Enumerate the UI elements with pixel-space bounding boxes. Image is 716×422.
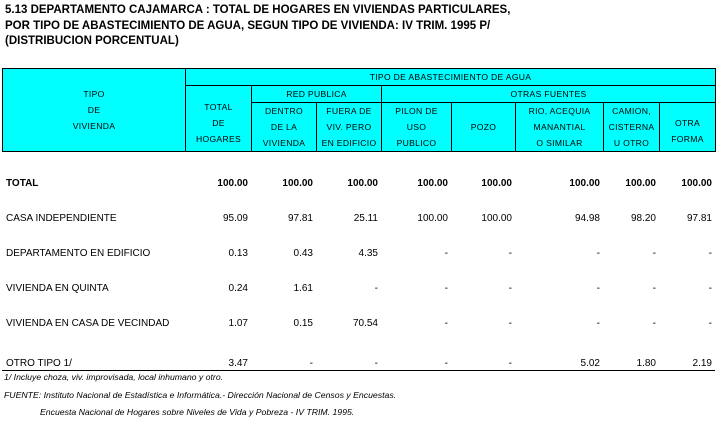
cell-otra-forma: - bbox=[708, 318, 712, 329]
row-label: VIVIENDA EN QUINTA bbox=[6, 283, 109, 294]
cell-pilon: - bbox=[444, 248, 448, 259]
cell-camion: - bbox=[652, 318, 656, 329]
cell-pilon: 100.00 bbox=[417, 178, 448, 189]
cell-camion: - bbox=[652, 283, 656, 294]
row-label: VIVIENDA EN CASA DE VECINDAD bbox=[6, 318, 170, 329]
cell-otra-forma: - bbox=[708, 248, 712, 259]
cell-pilon: - bbox=[444, 318, 448, 329]
cell-otra-forma: 100.00 bbox=[681, 178, 712, 189]
title-line-2: POR TIPO DE ABASTECIMIENTO DE AGUA, SEGUN TIPO DE VIVIENDA: IV TRIM. 1995 P/ bbox=[5, 19, 491, 32]
footnote-1: 1/ Incluye choza, viv. improvisada, local inhumano y otro. bbox=[4, 372, 224, 382]
row-label: TOTAL bbox=[6, 178, 39, 189]
cell-dentro-vivienda: 0.15 bbox=[293, 318, 313, 329]
cell-pozo: 100.00 bbox=[481, 213, 512, 224]
cell-total-hogares: 100.00 bbox=[217, 178, 248, 189]
cell-pozo: - bbox=[508, 318, 512, 329]
cell-pilon: - bbox=[381, 341, 451, 371]
cell-fuera-vivienda: - bbox=[316, 341, 381, 371]
cell-pilon: 100.00 bbox=[417, 213, 448, 224]
row-label: DEPARTAMENTO EN EDIFICIO bbox=[6, 248, 151, 259]
header-camion-cisterna: CAMION, CISTERNA U OTRO bbox=[604, 103, 660, 152]
table-row bbox=[2, 306, 715, 341]
cell-rio: - bbox=[596, 283, 600, 294]
header-total-hogares: TOTAL DE HOGARES bbox=[186, 86, 252, 152]
cell-pozo: - bbox=[508, 283, 512, 294]
table-title bbox=[5, 3, 711, 50]
table-body bbox=[2, 166, 715, 371]
header-red-publica: RED PUBLICA bbox=[252, 86, 382, 103]
header-otras-fuentes: OTRAS FUENTES bbox=[382, 86, 716, 103]
cell-rio: 94.98 bbox=[574, 213, 600, 224]
cell-rio: 5.02 bbox=[515, 341, 603, 371]
header-fuera-vivienda: FUERA DE VIV. PERO EN EDIFICIO bbox=[317, 103, 382, 152]
cell-otra-forma: - bbox=[708, 283, 712, 294]
table-row bbox=[2, 201, 715, 236]
cell-fuera-vivienda: 4.35 bbox=[358, 248, 378, 259]
table-row bbox=[2, 341, 715, 371]
header-rio-acequia: RIO, ACEQUIA MANANTIAL O SIMILAR bbox=[516, 103, 604, 152]
cell-total-hogares: 1.07 bbox=[228, 318, 248, 329]
header-otra-forma: OTRA FORMA bbox=[660, 103, 716, 152]
cell-dentro-vivienda: 1.61 bbox=[293, 283, 313, 294]
cell-dentro-vivienda: 100.00 bbox=[282, 178, 313, 189]
row-label: CASA INDEPENDIENTE bbox=[6, 213, 117, 224]
cell-total-hogares: 0.24 bbox=[228, 283, 248, 294]
header-pilon-uso-publico: PILON DE USO PUBLICO bbox=[382, 103, 452, 152]
title-line-3: (DISTRIBUCION PORCENTUAL) bbox=[5, 35, 179, 47]
cell-dentro-vivienda: 0.43 bbox=[293, 248, 313, 259]
cell-fuera-vivienda: 25.11 bbox=[353, 213, 378, 224]
survey-note: Encuesta Nacional de Hogares sobre Niveles de Vida y Pobreza - IV TRIM. 1995. bbox=[40, 407, 355, 417]
cell-fuera-vivienda: - bbox=[374, 283, 378, 294]
cell-rio: - bbox=[596, 318, 600, 329]
header-pozo: POZO bbox=[452, 103, 516, 152]
cell-total-hogares: 95.09 bbox=[222, 213, 248, 224]
cell-fuera-vivienda: 70.54 bbox=[352, 318, 378, 329]
table-header bbox=[2, 68, 716, 152]
table-row bbox=[2, 271, 715, 306]
cell-otra-forma: 97.81 bbox=[686, 213, 712, 224]
cell-pozo: 100.00 bbox=[481, 178, 512, 189]
row-label: OTRO TIPO 1/ bbox=[2, 341, 185, 371]
cell-camion: 1.80 bbox=[603, 341, 659, 371]
cell-otra-forma: 2.19 bbox=[659, 341, 715, 371]
cell-camion: 100.00 bbox=[625, 178, 656, 189]
cell-total-hogares: 0.13 bbox=[228, 248, 248, 259]
cell-camion: - bbox=[652, 248, 656, 259]
footnotes bbox=[4, 369, 714, 422]
cell-camion: 98.20 bbox=[630, 213, 656, 224]
cell-rio: - bbox=[596, 248, 600, 259]
title-line-1: 5.13 DEPARTAMENTO CAJAMARCA : TOTAL DE HOGARES EN VIVIENDAS PARTICULARES, bbox=[5, 4, 511, 16]
source-note: FUENTE: Instituto Nacional de Estadística e Informática.- Dirección Nacional de Censos y Encuestas. bbox=[4, 389, 397, 400]
table-row bbox=[2, 236, 715, 271]
header-tipo-vivienda: TIPO DE VIVIENDA bbox=[3, 69, 186, 152]
cell-total-hogares: 3.47 bbox=[185, 341, 251, 371]
cell-pozo: - bbox=[451, 341, 515, 371]
cell-fuera-vivienda: 100.00 bbox=[347, 178, 378, 189]
table-row bbox=[2, 166, 715, 201]
cell-pilon: - bbox=[444, 283, 448, 294]
cell-pozo: - bbox=[508, 248, 512, 259]
header-tipo-abastecimiento: TIPO DE ABASTECIMIENTO DE AGUA bbox=[186, 69, 716, 86]
cell-rio: 100.00 bbox=[569, 178, 600, 189]
header-dentro-vivienda: DENTRO DE LA VIVIENDA bbox=[252, 103, 317, 152]
cell-dentro-vivienda: - bbox=[251, 341, 316, 371]
cell-dentro-vivienda: 97.81 bbox=[287, 213, 313, 224]
